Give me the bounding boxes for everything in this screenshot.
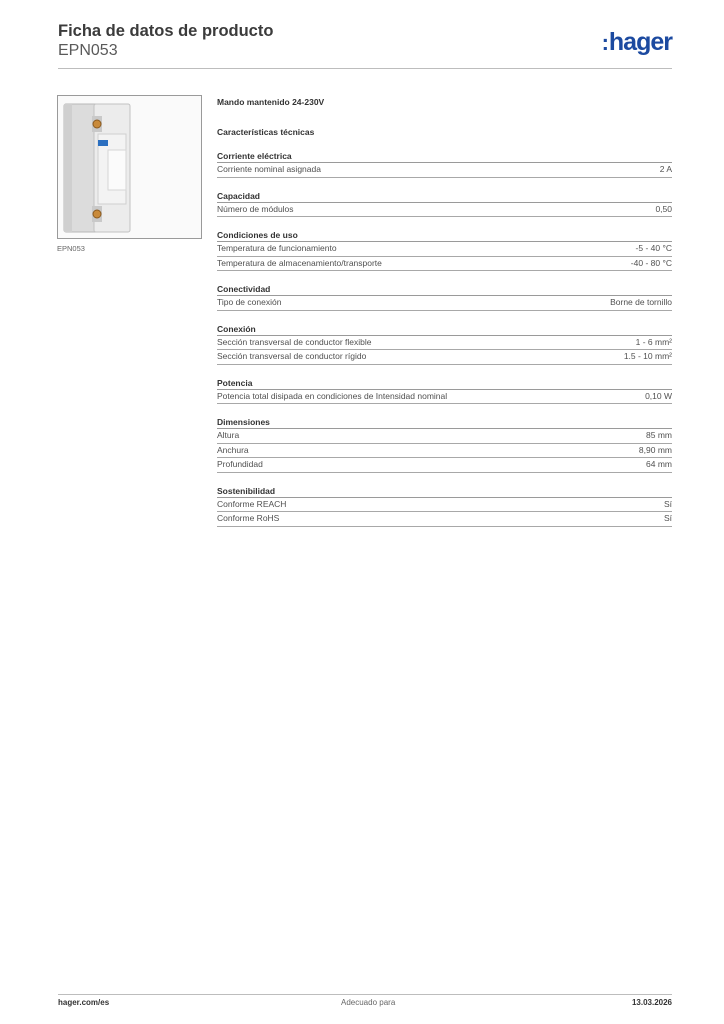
spec-section [217,229,672,271]
spec-section [217,283,672,311]
spec-row [217,498,672,513]
spec-row [217,163,672,178]
spec-label: Altura [217,430,240,440]
spec-row [217,242,672,257]
spec-sections [217,150,672,527]
spec-row [217,390,672,405]
spec-section [217,190,672,218]
spec-label: Tipo de conexión [217,297,282,307]
spec-section [217,323,672,365]
spec-label: Número de módulos [217,203,294,214]
spec-value: 8,90 mm [638,444,672,455]
spec-row [217,444,672,459]
product-name: Mando mantenido 24-230V [217,97,325,107]
section-title: Sostenibilidad [217,485,672,498]
spec-value: Sí [663,498,672,509]
spec-section [217,377,672,405]
footer-note: Adecuado para [341,998,396,1007]
spec-value: 0,50 [655,203,672,214]
spec-section [217,150,672,178]
spec-label: Conforme REACH [217,498,287,509]
spec-value: 2 A [659,164,672,174]
footer-date: 13.03.2026 [631,998,672,1007]
spec-row [217,336,672,351]
spec-label: Anchura [217,444,249,455]
spec-row [217,296,672,311]
spec-section [217,485,672,527]
spec-value: Sí [663,513,672,523]
spec-section [217,416,672,473]
spec-value: 85 mm [646,430,672,440]
spec-label: Sección transversal de conductor flexible [217,336,372,347]
document-header [58,22,273,60]
section-title: Potencia [217,377,672,390]
spec-label: Temperatura de almacenamiento/transporte [217,257,382,268]
spec-row [217,429,672,444]
spec-value: 0,10 W [645,390,672,401]
spec-row [217,203,672,218]
spec-label: Temperatura de funcionamiento [217,243,337,253]
spec-label: Conforme RoHS [217,513,280,523]
spec-value: -5 - 40 °C [635,243,672,253]
spec-label: Sección transversal de conductor rígido [217,351,367,361]
spec-panel [217,96,672,527]
image-caption: EPN053 [57,244,85,253]
section-title: Conexión [217,323,672,336]
spec-label: Corriente nominal asignada [217,164,321,174]
spec-row [217,458,672,473]
header-divider [58,68,672,69]
product-image-frame [57,95,202,239]
section-title: Dimensiones [217,416,672,429]
logo-colon-icon: : [601,30,608,55]
spec-value: 64 mm [646,459,672,469]
spec-row [217,350,672,365]
spec-label: Potencia total disipada en condiciones de Intensidad nominal [217,390,448,401]
page-title: Ficha de datos de producto [58,22,274,40]
footer-divider [58,994,672,995]
product-image [58,96,201,238]
product-reference: EPN053 [58,42,118,59]
spec-value: -40 - 80 °C [630,257,672,268]
section-title: Corriente eléctrica [217,150,672,163]
tech-heading: Características técnicas [217,127,315,137]
logo-text: hager [608,28,672,56]
spec-label: Profundidad [217,459,263,469]
footer-website: hager.com/es [58,998,110,1007]
spec-value: 1 - 6 mm² [635,336,672,347]
section-title: Conectividad [217,283,672,296]
section-title: Capacidad [217,190,672,203]
hager-logo [602,28,672,57]
section-title: Condiciones de uso [217,229,672,242]
spec-row [217,257,672,272]
spec-value: Borne de tornillo [610,297,672,307]
spec-row [217,512,672,527]
spec-value: 1.5 - 10 mm² [623,351,672,361]
